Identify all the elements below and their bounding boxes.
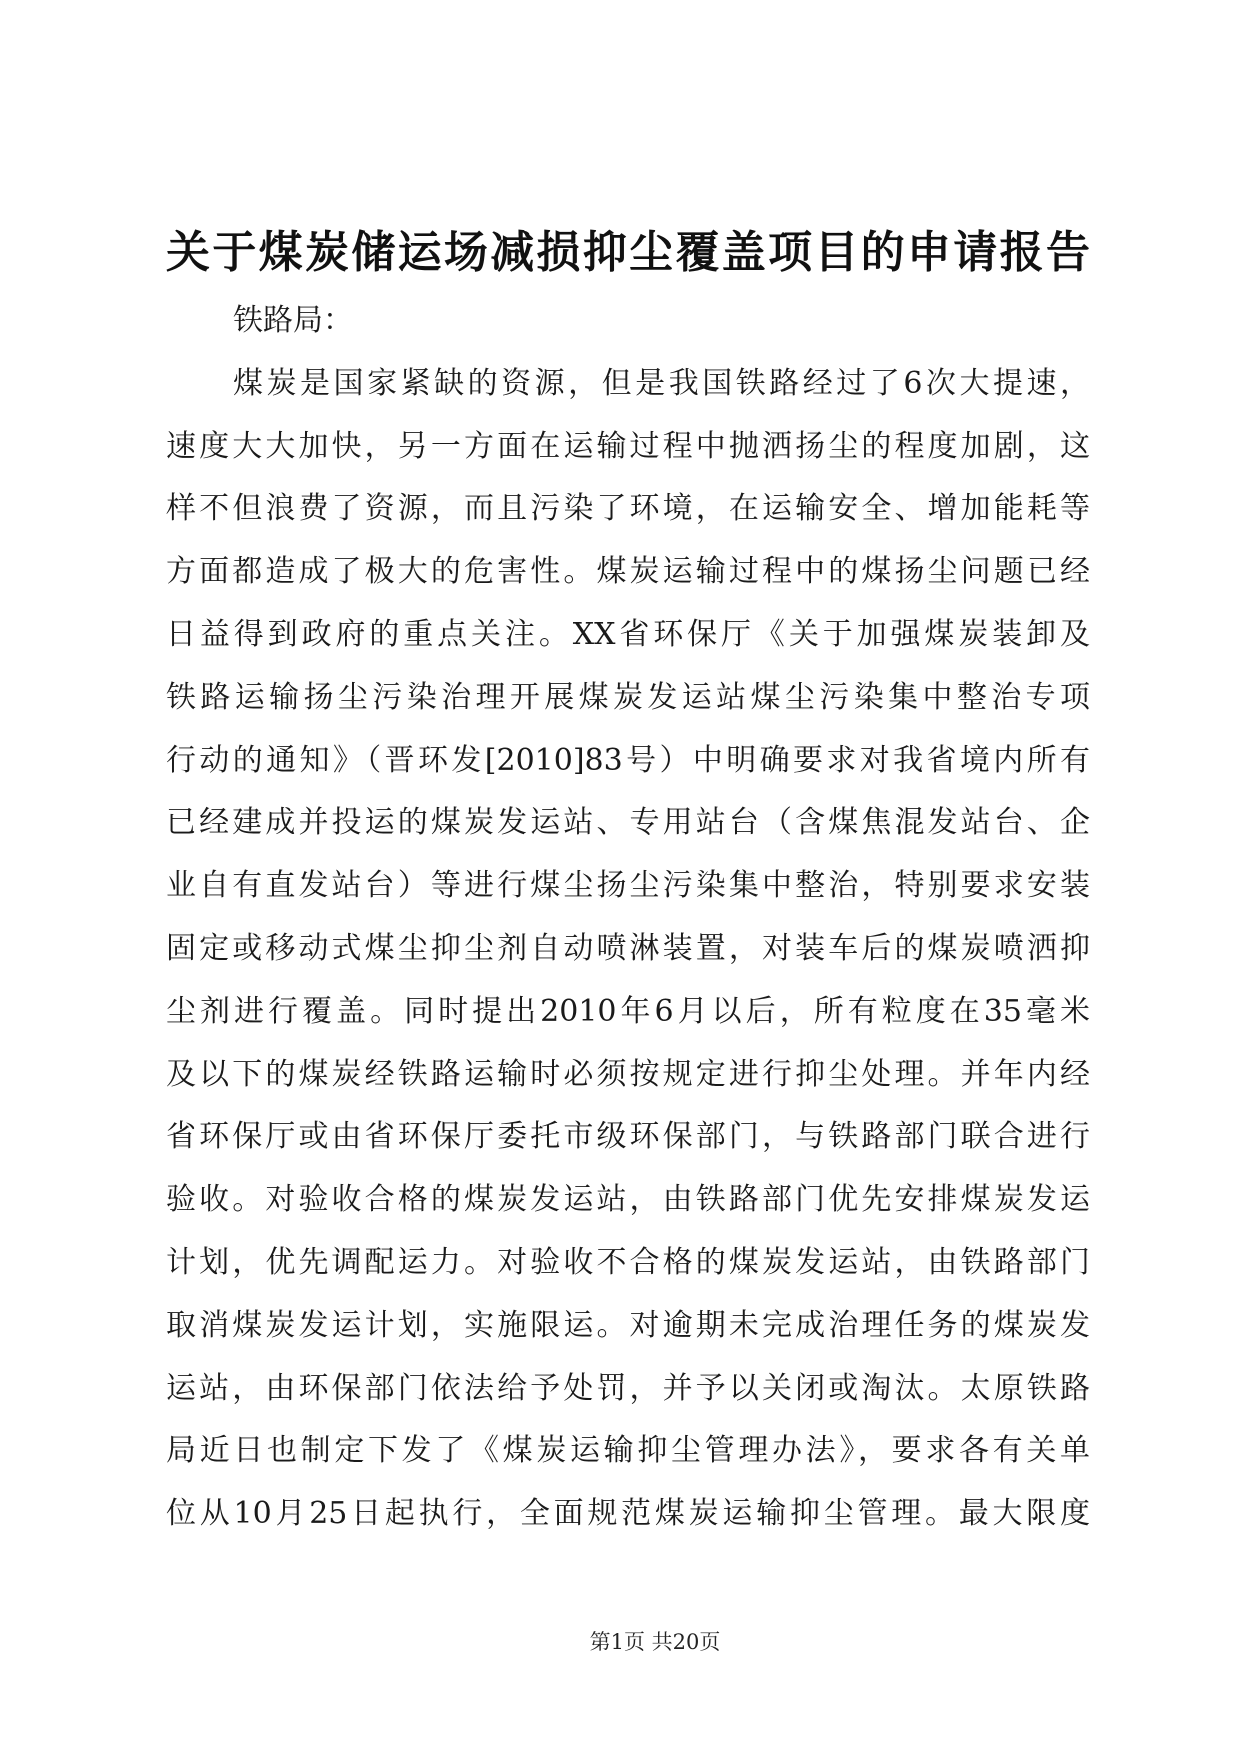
document-title: 关于煤炭储运场减损抑尘覆盖项目的申请报告 [166,227,1090,278]
body-line: 已经建成并投运的煤炭发运站、专用站台（含煤焦混发站台、企 [166,805,1090,841]
body-line: 速度大大加快，另一方面在运输过程中抛洒扬尘的程度加剧，这 [166,428,1090,464]
body-line: 验收。对验收合格的煤炭发运站，由铁路部门优先安排煤炭发运 [166,1182,1090,1218]
body-line: 计划，优先调配运力。对验收不合格的煤炭发运站，由铁路部门 [166,1244,1090,1280]
body-line: 取消煤炭发运计划，实施限运。对逾期未完成治理任务的煤炭发 [166,1307,1090,1343]
body-line: 样不但浪费了资源，而且污染了环境，在运输安全、增加能耗等 [166,491,1090,527]
body-line: 及以下的煤炭经铁路运输时必须按规定进行抑尘处理。并年内经 [166,1056,1090,1092]
document-body [166,290,1090,1546]
body-line: 业自有直发站台）等进行煤尘扬尘污染集中整治，特别要求安装 [166,868,1090,904]
body-line: 省环保厅或由省环保厅委托市级环保部门，与铁路部门联合进行 [166,1119,1090,1155]
body-line: 位从10月25日起执行，全面规范煤炭运输抑尘管理。最大限度 [166,1496,1090,1532]
salutation: 铁路局： [233,303,353,338]
body-line: 日益得到政府的重点关注。XX省环保厅《关于加强煤炭装卸及 [166,616,1090,652]
body-line: 固定或移动式煤尘抑尘剂自动喷淋装置，对装车后的煤炭喷洒抑 [166,930,1090,966]
body-line: 局近日也制定下发了《煤炭运输抑尘管理办法》，要求各有关单 [166,1433,1090,1469]
body-line: 行动的通知》（晋环发[2010]83号）中明确要求对我省境内所有 [166,742,1090,778]
body-line: 方面都造成了极大的危害性。煤炭运输过程中的煤扬尘问题已经 [166,554,1090,590]
body-line: 铁路运输扬尘污染治理开展煤炭发运站煤尘污染集中整治专项 [166,679,1090,715]
body-line: 运站，由环保部门依法给予处罚，并予以关闭或淘汰。太原铁路 [166,1370,1090,1406]
body-line: 煤炭是国家紧缺的资源，但是我国铁路经过了6次大提速， [233,365,1090,401]
page-footer: 第1页 共20页 [589,1630,721,1654]
body-line: 尘剂进行覆盖。同时提出2010年6月以后，所有粒度在35毫米 [166,993,1090,1029]
